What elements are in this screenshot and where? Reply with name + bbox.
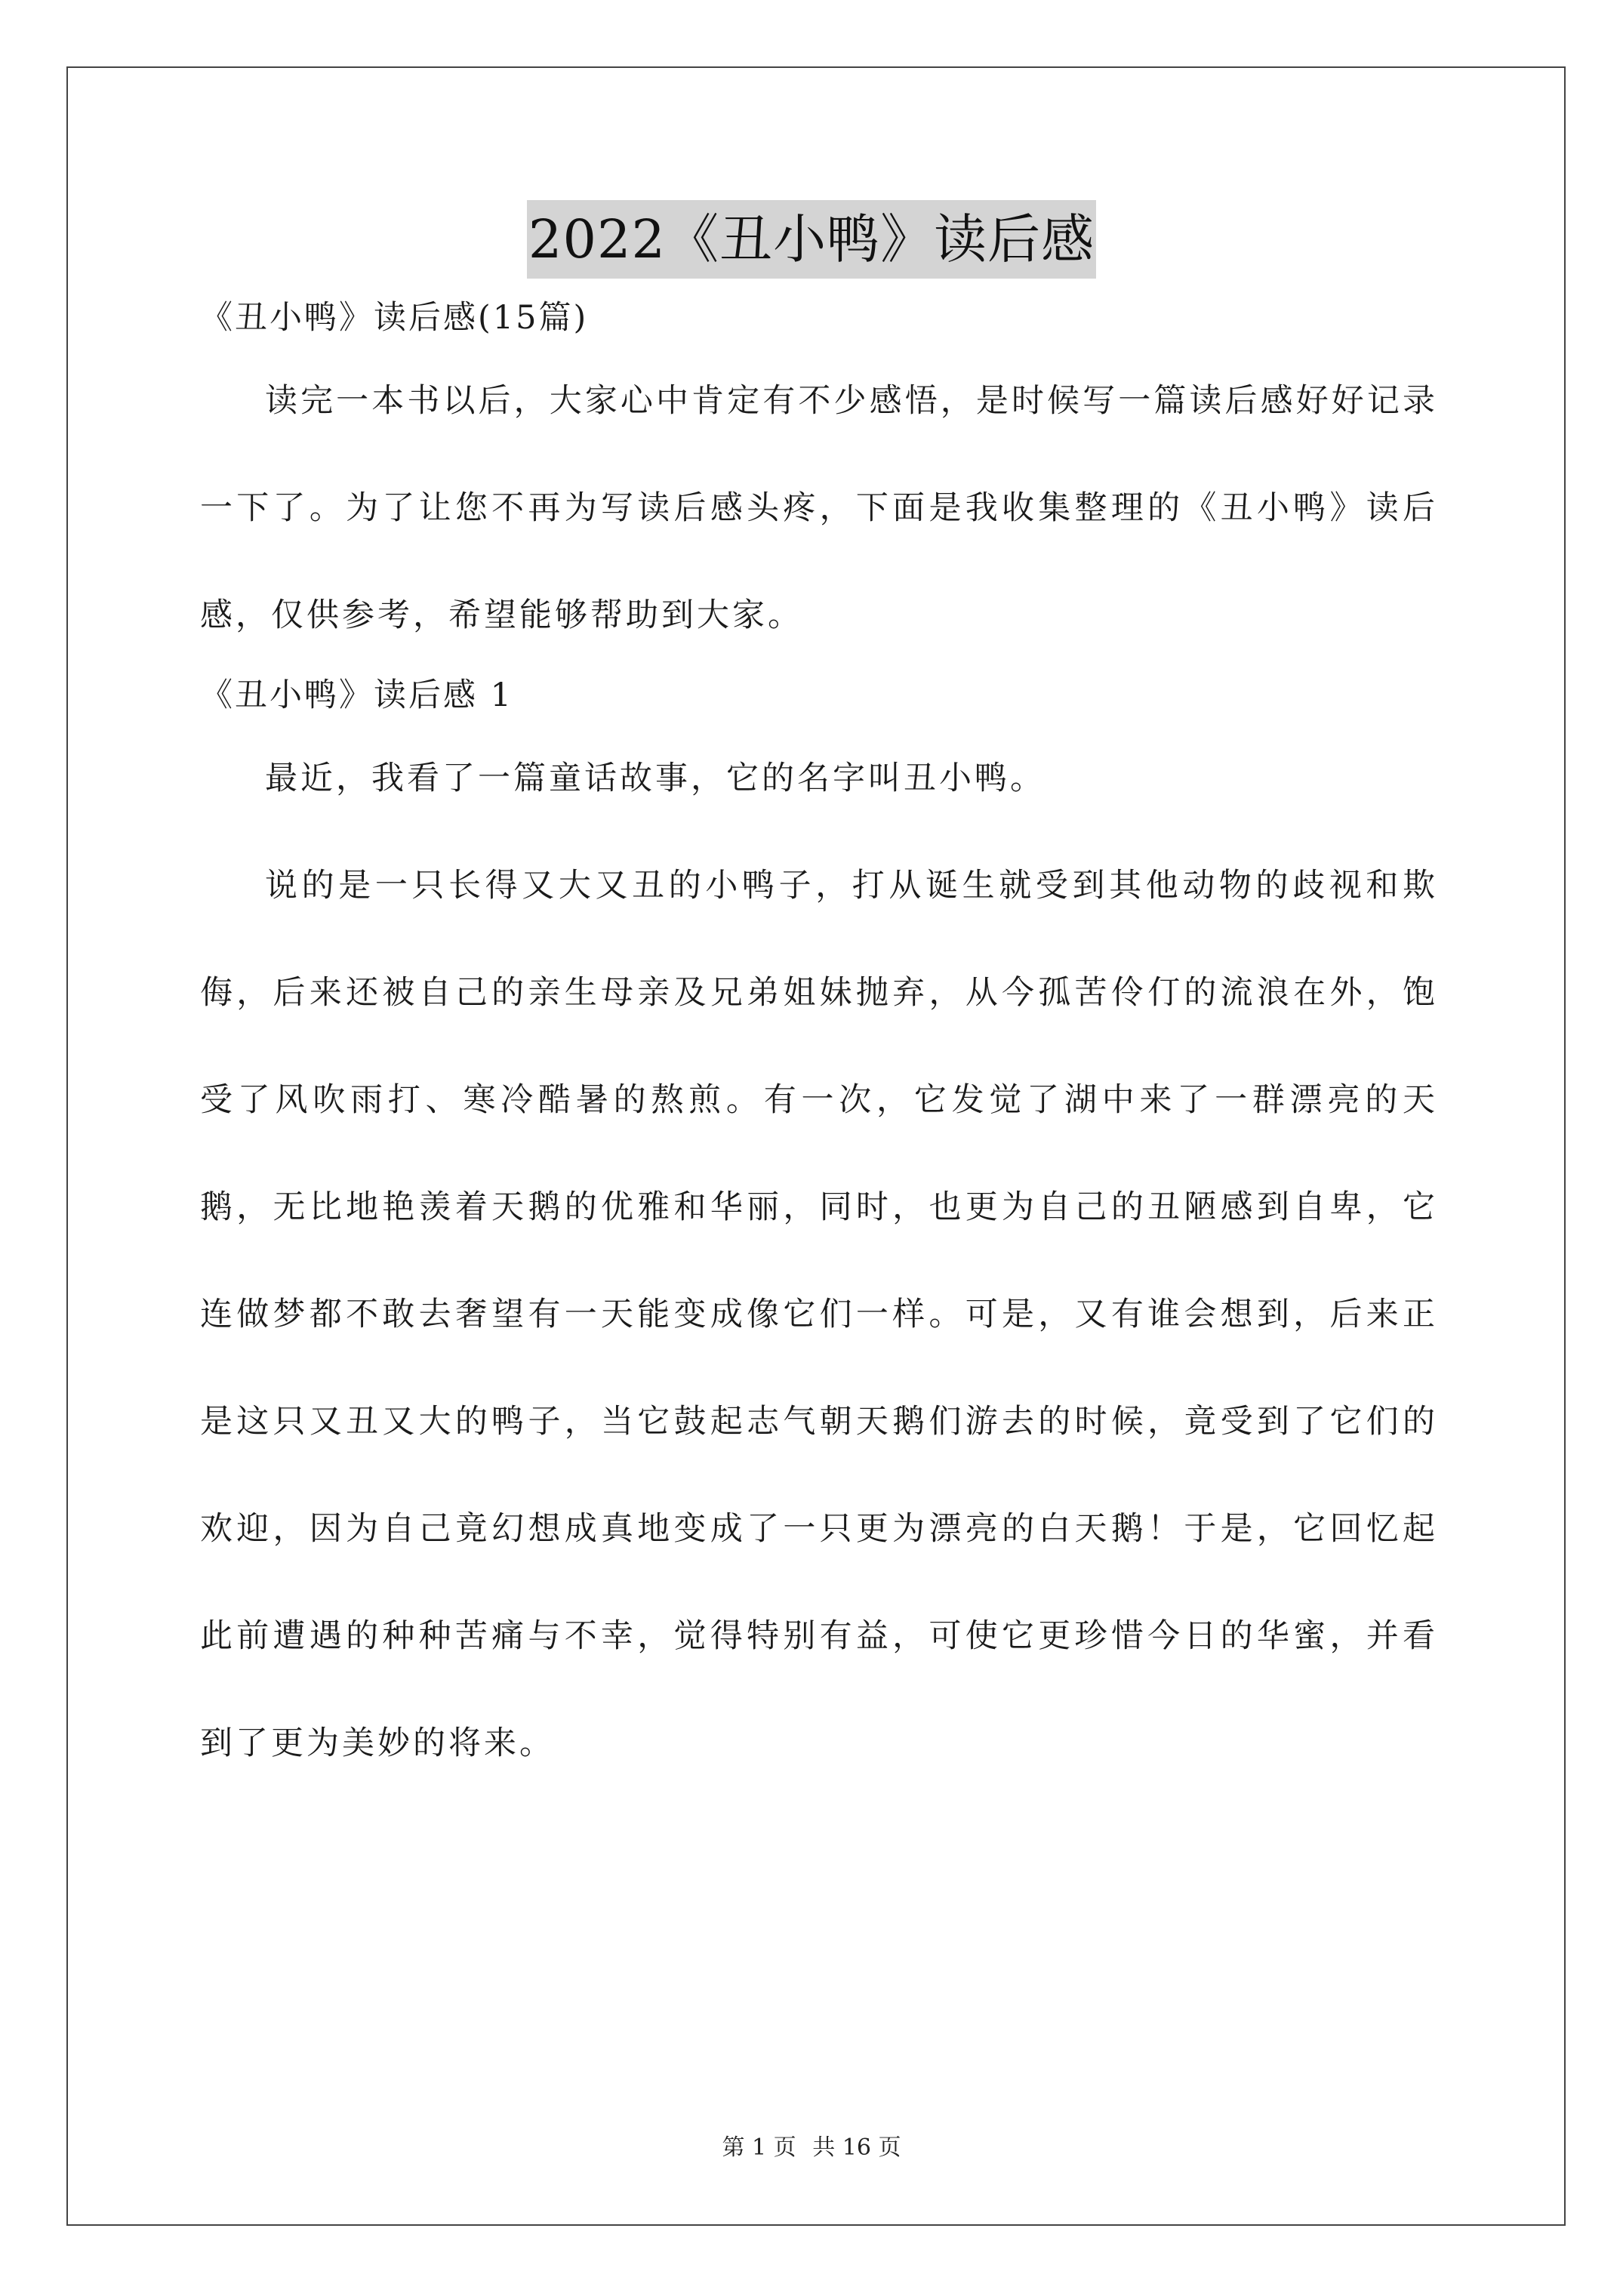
- intro-paragraph: 读完一本书以后，大家心中肯定有不少感悟，是时候写一篇读后感好好记录一下了。为了让您不再为写读后感头疼，下面是我收集整理的《丑小鸭》读后感，仅供参考，希望能够帮助到大家。: [200, 382, 1438, 634]
- section1-paragraph-2: 说的是一只长得又大又丑的小鸭子，打从诞生就受到其他动物的歧视和欺侮，后来还被自己的亲生母亲及兄弟姐妹抛弃，从今孤苦伶仃的流浪在外，饱受了风吹雨打、寒冷酷暑的熬煎。有一次，它发觉了湖中来了一群漂亮的天鹅，无比地艳羡着天鹅的优雅和华丽，同时，也更为自己的丑陋感到自卑，它连做梦都不敢去奢望有一天能变成像它们一样。可是，又有谁会想到，后来正是这只又丑又大的鸭子，当它鼓起志气朝天鹅们游去的时候，竟受到了它们的欢迎，因为自己竟幻想成真地变成了一只更为漂亮的白天鹅！于是，它回忆起此前遭遇的种种苦痛与不幸，觉得特别有益，可使它更珍惜今日的华蜜，并看到了更为美妙的将来。: [200, 867, 1438, 1762]
- section-heading-1: 《丑小鸭》读后感 1: [200, 676, 514, 714]
- page-number: 第 1 页: [722, 2134, 796, 2161]
- title-container: [0, 200, 1623, 279]
- section1-paragraph-1: 最近，我看了一篇童话故事，它的名字叫丑小鸭。: [265, 760, 1046, 797]
- page-total: 共 16 页: [812, 2134, 901, 2161]
- subtitle: 《丑小鸭》读后感(15篇): [200, 299, 589, 337]
- document-body: [200, 294, 1438, 1797]
- page-footer: [0, 2133, 1623, 2163]
- document-title: 2022《丑小鸭》读后感: [527, 200, 1096, 279]
